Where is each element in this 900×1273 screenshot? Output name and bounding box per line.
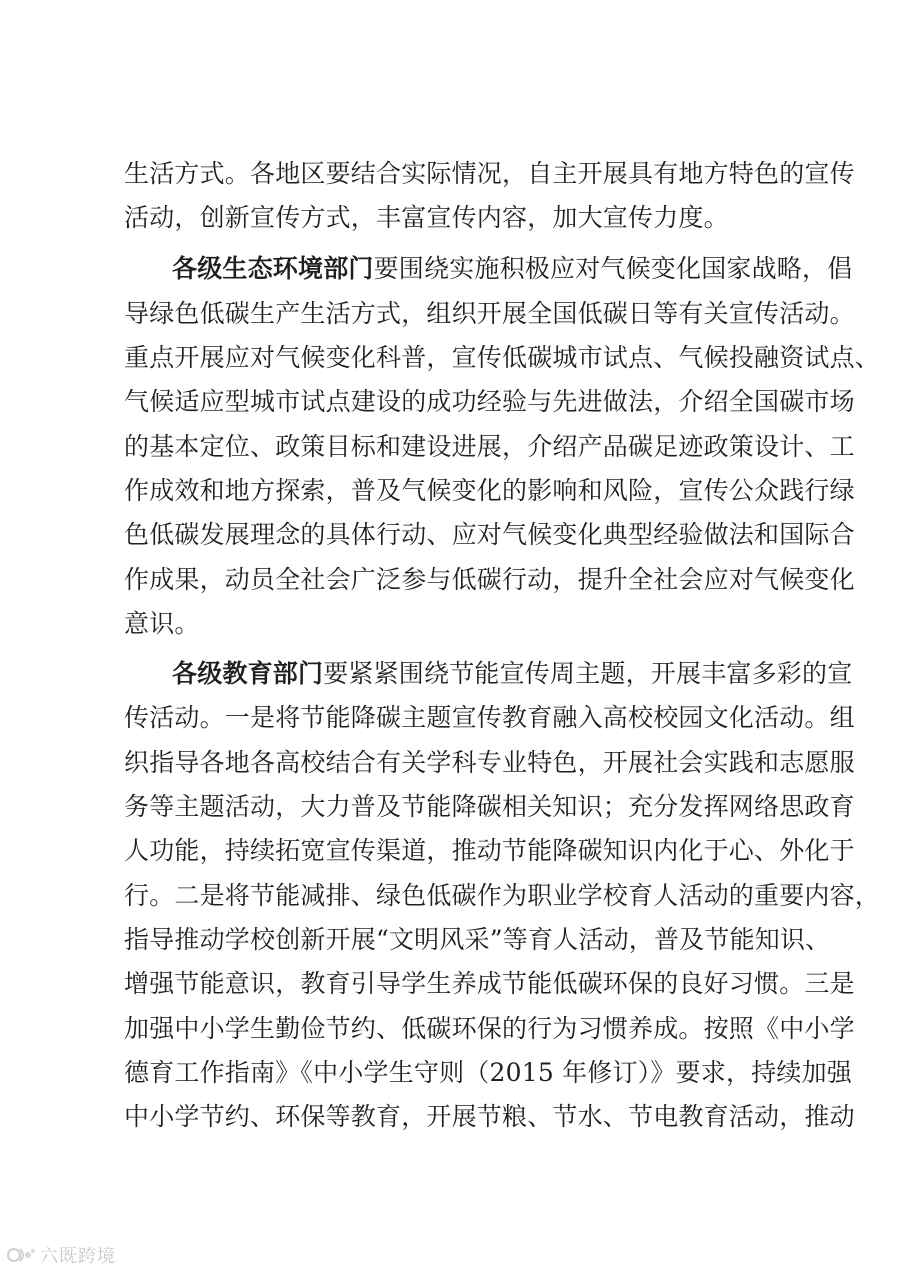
text-line: 传活动。一是将节能降碳主题宣传教育融入高校校园文化活动。组 [124, 703, 855, 732]
text-line: 行。二是将节能减排、绿色低碳作为职业学校育人活动的重要内容， [124, 881, 881, 910]
text-line-rest: 要围绕实施积极应对气候变化国家战略，倡 [373, 254, 853, 283]
text-line: 增强节能意识，教育引导学生养成节能低碳环保的良好习惯。三是 [124, 969, 855, 998]
paragraph-edu-first-line [172, 658, 853, 690]
text-line: 中小学节约、环保等教育，开展节粮、节水、节电教育活动，推动 [124, 1102, 855, 1131]
text-line: 导绿色低碳生产生活方式，组织开展全国低碳日等有关宣传活动。 [124, 299, 855, 328]
text-line: 意识。 [124, 609, 200, 638]
text-line: 重点开展应对气候变化科普，宣传低碳城市试点、气候投融资试点、 [124, 343, 881, 372]
text-line: 生活方式。各地区要结合实际情况，自主开展具有地方特色的宣传 [124, 159, 855, 188]
text-line: 加强中小学生勤俭节约、低碳环保的行为习惯养成。按照《中小学 [124, 1014, 855, 1043]
text-line: 活动，创新宣传方式，丰富宣传内容，加大宣传力度。 [124, 203, 729, 232]
text-line: 务等主题活动，大力普及节能降碳相关知识；充分发挥网络思政育 [124, 792, 855, 821]
text-line: 作成效和地方探索，普及气候变化的影响和风险，宣传公众践行绿 [124, 476, 855, 505]
text-line: 指导推动学校创新开展“文明风采”等育人活动，普及节能知识、 [124, 925, 831, 954]
text-line: 色低碳发展理念的具体行动、应对气候变化典型经验做法和国际合 [124, 520, 855, 549]
watermark-text: 六既跨境 [40, 1246, 116, 1267]
bold-lead-edu: 各级教育部门 [172, 659, 324, 688]
bold-lead-eco: 各级生态环境部门 [172, 254, 374, 283]
watermark [6, 1242, 116, 1268]
text-line: 人功能，持续拓宽宣传渠道，推动节能降碳知识内化于心、外化于 [124, 836, 855, 865]
text-line: 作成果，动员全社会广泛参与低碳行动，提升全社会应对气候变化 [124, 565, 855, 594]
text-line: 德育工作指南》《中小学生守则（2015 年修订）》要求，持续加强 [124, 1058, 852, 1087]
paragraph-eco-first-line [172, 253, 853, 285]
watermark-logo-icon [6, 1245, 36, 1265]
text-line: 气候适应型城市试点建设的成功经验与先进做法，介绍全国碳市场 [124, 387, 855, 416]
text-line-rest: 要紧紧围绕节能宣传周主题，开展丰富多彩的宣 [323, 659, 853, 688]
text-line: 的基本定位、政策目标和建设进展，介绍产品碳足迹政策设计、工 [124, 432, 855, 461]
text-line: 织指导各地各高校结合有关学科专业特色，开展社会实践和志愿服 [124, 748, 855, 777]
